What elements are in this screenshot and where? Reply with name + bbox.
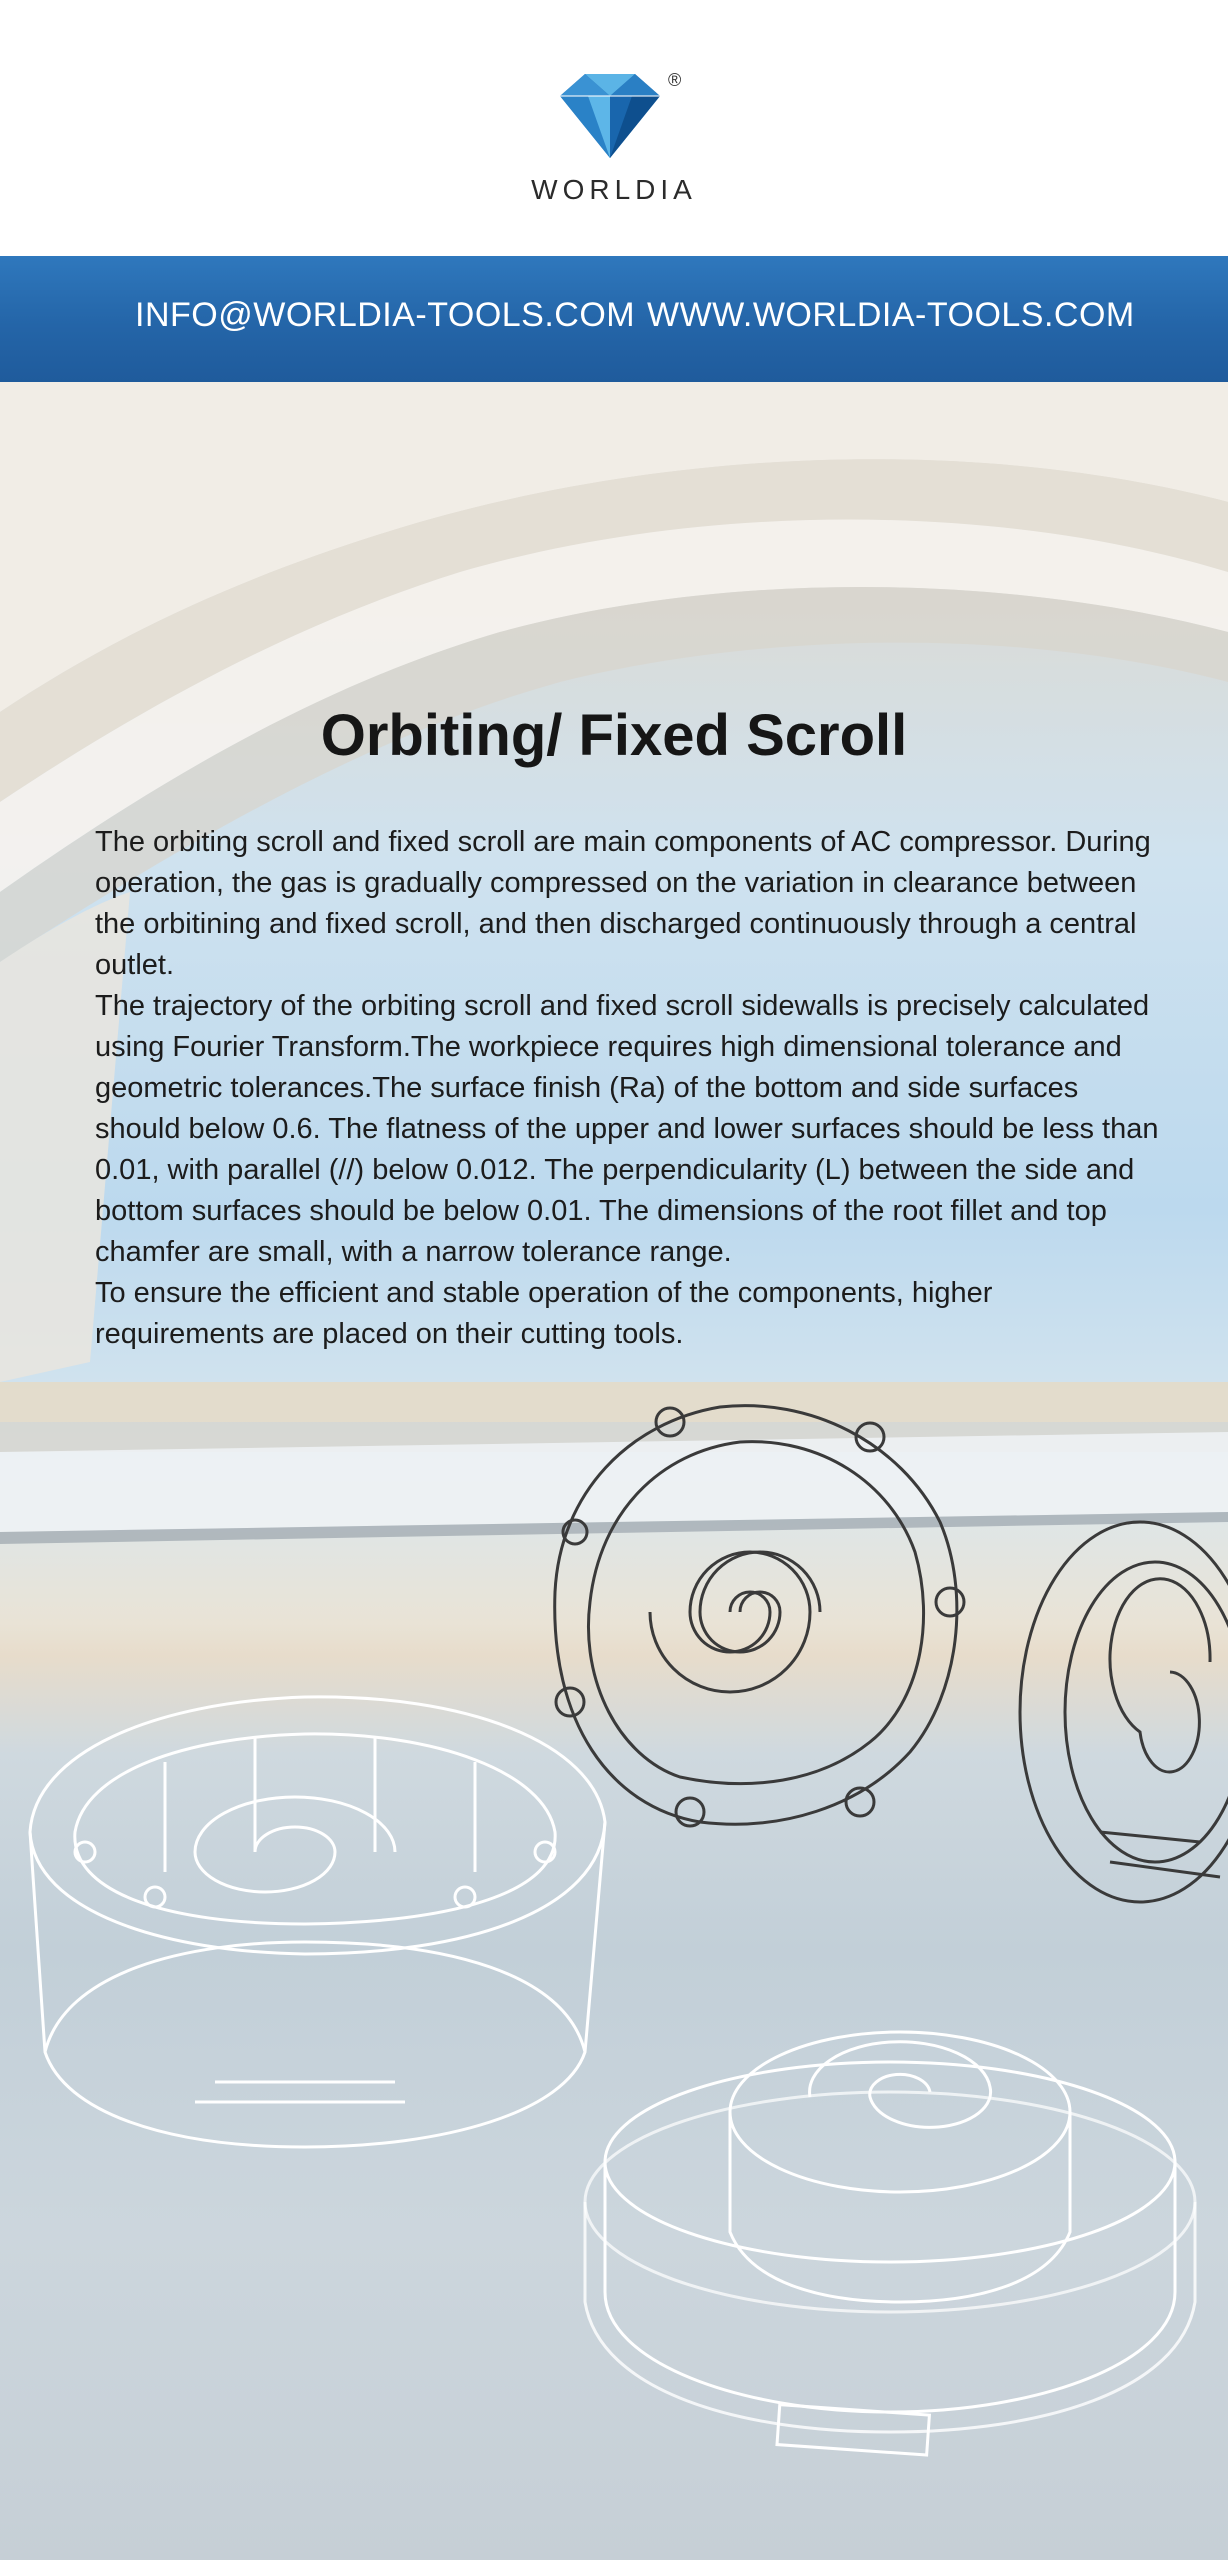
registered-mark: ® — [668, 70, 682, 90]
description-paragraph: To ensure the efficient and stable operation of the components, higher requirements are placed on their cutting tools. — [95, 1277, 993, 1350]
diamond-logo-icon — [540, 66, 680, 166]
contact-bar — [0, 256, 1228, 382]
description — [95, 822, 1165, 1355]
contact-email[interactable]: INFO@WORLDIA-TOOLS.COM — [135, 296, 636, 334]
header — [0, 0, 1228, 256]
scroll-disc-outline-icon — [585, 2032, 1195, 2455]
description-paragraph: The orbiting scroll and fixed scroll are main components of AC compressor. During operation, the gas is gradually compressed on the variation in clearance between the orbitining and fixed scroll, and then discharged continuously through a central outlet. — [95, 826, 1151, 981]
brand-name: WORLDIA — [531, 174, 697, 205]
page-title: Orbiting/ Fixed Scroll — [320, 703, 908, 768]
description-paragraph: The trajectory of the orbiting scroll and fixed scroll sidewalls is precisely calculated using Fourier Transform.The workpiece requires high dimensional tolerance and geometric tolerances.The surface finish (Ra) of the bottom and side surfaces should below 0.6. The flatness of the upper and lower surfaces should be less than 0.01, with parallel (//) below 0.012. The perpendicularity (L) between the side and bottom surfaces should be below 0.01. The dimensions of the root fillet and top chamfer are small, with a narrow tolerance range. — [95, 990, 1159, 1268]
orbiting-scroll-sketch-icon — [1020, 1522, 1228, 1902]
worldia-logo[interactable] — [500, 66, 728, 216]
hero-section — [0, 382, 1228, 2560]
scroll-housing-outline-icon — [30, 1697, 605, 2147]
contact-website[interactable]: WWW.WORLDIA-TOOLS.COM — [647, 296, 1135, 334]
